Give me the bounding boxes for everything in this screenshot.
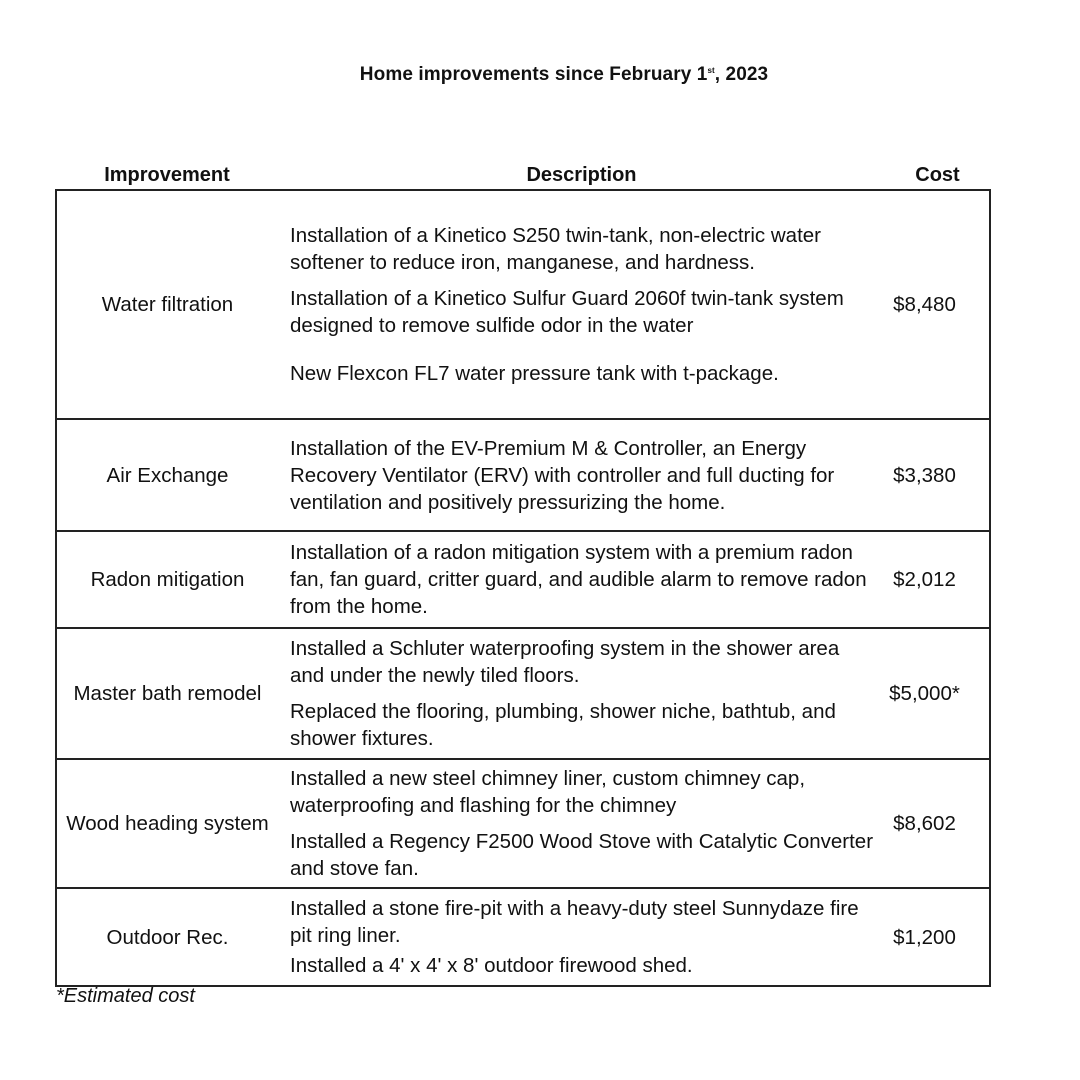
improvement-cell: Master bath remodel	[56, 628, 278, 759]
improvement-cell: Outdoor Rec.	[56, 888, 278, 986]
header-description: Description	[278, 160, 885, 190]
cost-cell: $8,602	[885, 759, 990, 888]
cost-cell: $3,380	[885, 419, 990, 531]
description-paragraph: Installation of a radon mitigation system with a premium radon fan, fan guard, critter guard, and audible alarm to remove radon from the home.	[290, 541, 867, 618]
description-cell	[278, 531, 885, 628]
table-row	[56, 419, 990, 531]
table-row	[56, 888, 990, 986]
description-cell	[278, 759, 885, 888]
description-paragraph: Installed a new steel chimney liner, custom chimney cap, waterproofing and flashing for the chimney	[290, 767, 806, 817]
table-row	[56, 628, 990, 759]
description-paragraph: Installation of a Kinetico Sulfur Guard 2060f twin-tank system designed to remove sulfide odor in the water	[290, 287, 844, 337]
title-ordinal-suffix: st	[707, 66, 715, 75]
page-title	[0, 64, 1080, 86]
table-row	[56, 759, 990, 888]
header-cost: Cost	[885, 160, 990, 190]
description-paragraph: Installation of a Kinetico S250 twin-tank, non-electric water softener to reduce iron, manganese, and hardness.	[290, 224, 821, 274]
cost-cell: $5,000*	[885, 628, 990, 759]
header-improvement: Improvement	[56, 160, 278, 190]
improvement-cell: Air Exchange	[56, 419, 278, 531]
title-text: Home improvements since February 1	[359, 64, 708, 85]
description-cell	[278, 628, 885, 759]
cost-cell: $2,012	[885, 531, 990, 628]
description-cell	[278, 888, 885, 986]
description-paragraph: Installed a 4' x 4' x 8' outdoor firewood shed.	[290, 954, 693, 977]
description-cell	[278, 190, 885, 419]
description-paragraph: Installed a Regency F2500 Wood Stove with Catalytic Converter and stove fan.	[290, 830, 874, 880]
improvements-table	[55, 160, 991, 987]
title-year: , 2023	[714, 64, 769, 85]
description-paragraph: Installation of the EV-Premium M & Controller, an Energy Recovery Ventilator (ERV) with controller and full ducting for ventilation and positively pressurizing the home.	[290, 436, 835, 514]
description-paragraph: New Flexcon FL7 water pressure tank with t-package.	[290, 362, 779, 385]
table-header-row	[56, 160, 990, 190]
description-paragraph: Installed a stone fire-pit with a heavy-duty steel Sunnydaze fire pit ring liner.	[290, 897, 859, 947]
description-paragraph: Replaced the flooring, plumbing, shower niche, bathtub, and shower fixtures.	[290, 700, 836, 750]
footnote: *Estimated cost	[56, 985, 195, 1007]
improvement-cell: Radon mitigation	[56, 531, 278, 628]
table-row	[56, 190, 990, 419]
description-cell	[278, 419, 885, 531]
description-paragraph: Installed a Schluter waterproofing system in the shower area and under the newly tiled floors.	[290, 637, 840, 687]
improvement-cell: Water filtration	[56, 190, 278, 419]
table-row	[56, 531, 990, 628]
cost-cell: $1,200	[885, 888, 990, 986]
improvement-cell: Wood heading system	[56, 759, 278, 888]
cost-cell: $8,480	[885, 190, 990, 419]
